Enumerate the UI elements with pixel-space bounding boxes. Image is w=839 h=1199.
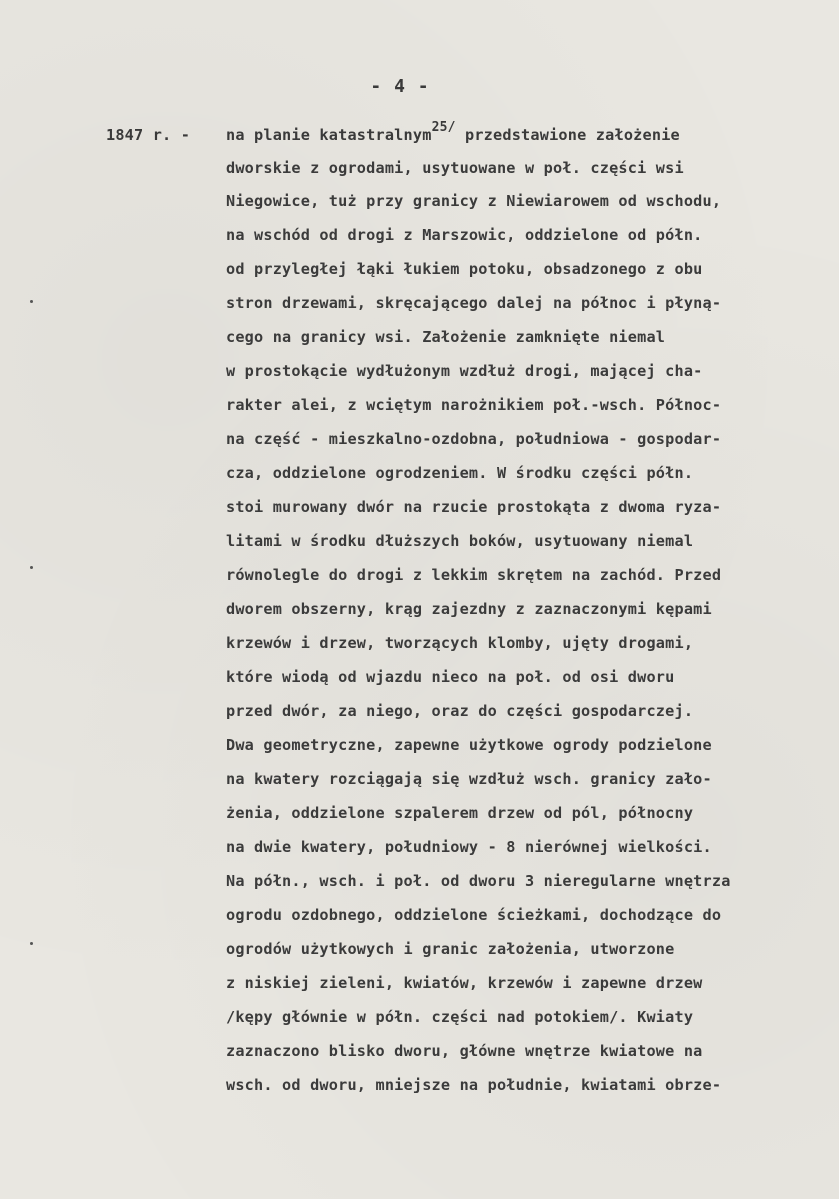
text-line: zaznaczono blisko dworu, główne wnętrze kwiatowe na [226,1042,703,1060]
margin-speck [30,566,33,569]
entry-first-line [226,120,680,144]
text-line: litami w środku dłuższych boków, usytuowany niemal [226,532,694,550]
text-line: w prostokącie wydłużonym wzdłuż drogi, mającej cha- [226,362,703,380]
text-line: na część - mieszkalno-ozdobna, południowa - gospodar- [226,430,722,448]
entry-year: 1847 r. - [106,126,191,144]
text-line: Na półn., wsch. i poł. od dworu 3 nieregularne wnętrza [226,872,731,890]
text-line: Niegowice, tuż przy granicy z Niewiarowem od wschodu, [226,192,722,210]
text-line: żenia, oddzielone szpalerem drzew od pól, północny [226,804,694,822]
text-line: na wschód od drogi z Marszowic, oddzielone od półn. [226,226,703,244]
text-line: stoi murowany dwór na rzucie prostokąta z dwoma ryza- [226,498,722,516]
margin-speck [30,300,33,303]
margin-speck [30,942,33,945]
text-line: równolegle do drogi z lekkim skrętem na zachód. Przed [226,566,722,584]
text-line: z niskiej zieleni, kwiatów, krzewów i zapewne drzew [226,974,703,992]
text-line: dworem obszerny, krąg zajezdny z zaznaczonymi kępami [226,600,712,618]
text-line: ogrodów użytkowych i granic założenia, utworzone [226,940,675,958]
text-line: dworskie z ogrodami, usytuowane w poł. części wsi [226,159,684,177]
text-line: wsch. od dworu, mniejsze na południe, kwiatami obrze- [226,1076,722,1094]
text-line: /kępy głównie w półn. części nad potokiem/. Kwiaty [226,1008,694,1026]
first-line-text-a: na planie katastralnym [226,126,432,144]
text-line: ogrodu ozdobnego, oddzielone ścieżkami, dochodzące do [226,906,722,924]
text-line: od przyległej łąki łukiem potoku, obsadzonego z obu [226,260,703,278]
text-line: Dwa geometryczne, zapewne użytkowe ogrody podzielone [226,736,712,754]
text-line: na kwatery rozciągają się wzdłuż wsch. granicy zało- [226,770,712,788]
text-line: cza, oddzielone ogrodzeniem. W środku części półn. [226,464,694,482]
text-line: które wiodą od wjazdu nieco na poł. od osi dworu [226,668,675,686]
first-line-text-b: przedstawione założenie [455,126,680,144]
text-line: krzewów i drzew, tworzących klomby, ujęty drogami, [226,634,694,652]
text-line: cego na granicy wsi. Założenie zamknięte niemal [226,328,666,346]
text-line: przed dwór, za niego, oraz do części gospodarczej. [226,702,694,720]
footnote-marker: 25/ [431,120,456,135]
text-line: rakter alei, z wciętym narożnikiem poł.-wsch. Północ- [226,396,722,414]
page-number: - 4 - [370,76,430,97]
text-line: stron drzewami, skręcającego dalej na północ i płyną- [226,294,722,312]
text-line: na dwie kwatery, południowy - 8 nierównej wielkości. [226,838,712,856]
